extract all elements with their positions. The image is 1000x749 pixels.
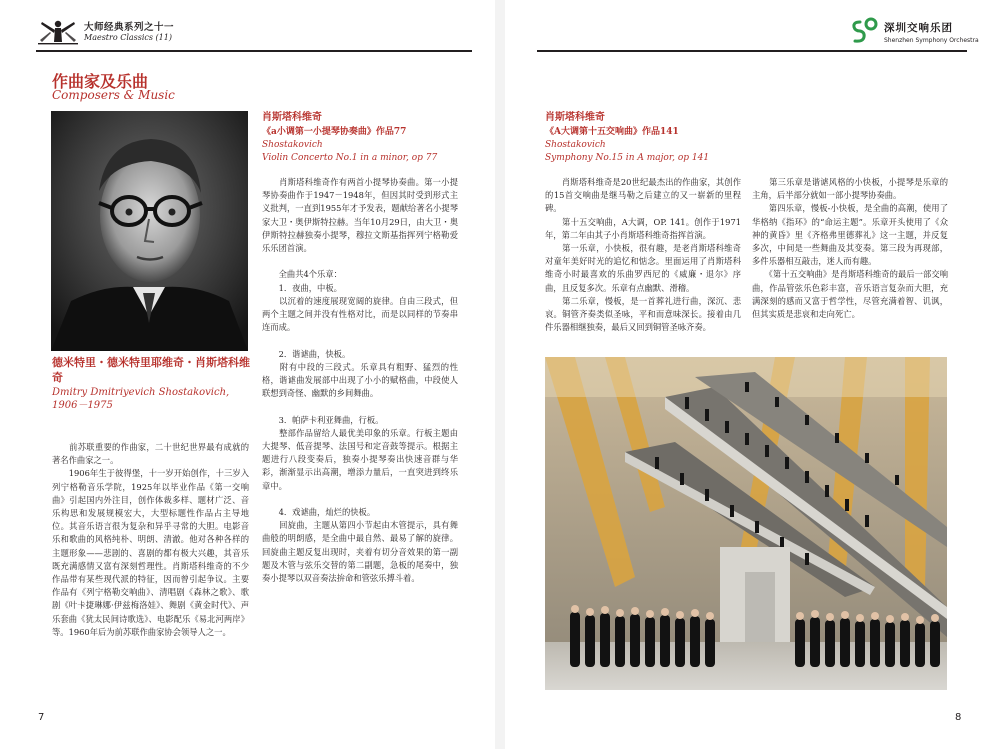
orchestra-name-en: Shenzhen Symphony Orchestra: [884, 37, 979, 44]
work2-description-col1: 肖斯塔科维奇是20世纪最杰出的作曲家，其创作的15首交响曲是继马勒之后建立的又一崭新的里程碑。 第十五交响曲，A大调，OP. 141。创作于1971年，第二年由其子小肖斯塔科维奇指挥首演。 第一乐章，小快板，很有趣，是老肖斯塔科维奇对童年美好时光的追忆和惦念。里面运用了肖斯塔科维奇小时最喜欢的乐曲罗西尼的《威廉・退尔》序曲，且反复多次。乐章有点幽默、滑稽。 第二乐章，慢板，是一首葬礼进行曲，深沉、悲哀。铜管齐奏类似圣咏，平和而意味深长。接着由几件乐器相继独奏，最后又回到铜管圣咏齐奏。: [545, 177, 741, 333]
work2-composer-en: Shostakovich: [545, 140, 606, 150]
page-number-right: 8: [955, 712, 962, 723]
orchestra-name-cn: 深圳交响乐团: [884, 22, 953, 34]
work2-title-en: Symphony No.15 in A major, op 141: [545, 153, 710, 163]
work1-title-en: Violin Concerto No.1 in a minor, op 77: [262, 153, 438, 163]
section-title-en: Composers & Music: [52, 88, 175, 102]
work1-composer-en: Shostakovich: [262, 140, 323, 150]
composer-name-cn: 德米特里・德米特里耶维奇・肖斯塔科维奇: [52, 356, 250, 384]
series-title-en: Maestro Classics (11): [84, 33, 172, 42]
work1-composer-cn: 肖斯塔科维奇: [262, 112, 322, 123]
work1-title-cn: 《a小调第一小提琴协奏曲》作品77: [262, 127, 407, 137]
section-title-cn: 作曲家及乐曲: [52, 72, 149, 91]
composer-biography: 前苏联重要的作曲家，二十世纪世界最有成就的著名作曲家之一。 1906年生于彼得堡，十一岁开始创作，十三岁入列宁格勒音乐学院，1925年以毕业作品《第一交响曲》引起国内外注目，创作体裁多样、题材广泛、音乐构思和发展规模宏大，大型标题性作品占主导地位。其音乐语言很为复杂和异乎寻常的大胆。电影音乐和歌曲的风格纯朴、明朗、清澈。他对各种各样的主题形象——悲剧的、喜剧的都有极大兴趣，其音乐既充满感情又富有深刻哲理性。肖斯塔科维奇的不少作品带有某些现代派的特征，因而曾引起争议。主要作品有《列宁格勒交响曲》、清唱剧《森林之歌》、歌剧《叶卡捷琳娜·伊兹梅洛娃》、舞剧《黄金时代》、声乐套曲《犹太民间诗歌选》、电影配乐《易北河两岸》等。1960年后为前苏联作曲家协会领导人之一。: [52, 442, 249, 637]
page-number-left: 7: [38, 712, 45, 723]
orchestra-group-photo: [545, 357, 947, 690]
work2-description-col2: 第三乐章是谐谑风格的小快板，小提琴是乐章的主角，后半部分就如一部小提琴协奏曲。 第四乐章，慢板-小快板，是全曲的高潮，使用了华格纳《指环》的“命运主题”。乐章开头使用了《众神的黄昏》里《齐格弗里德葬礼》这一主题，并反复多次，中间是一些舞曲及其变奏。第三段为再现部，多件乐器相互敲击，迷人而有趣。 《第十五交响曲》是肖斯塔科维奇的最后一部交响曲，作品管弦乐色彩丰富，音乐语言复杂而大胆，充满深刻的感而又富于哲学性，尽管充满着智、讥讽，但其实质是悲哀和走向死亡。: [752, 177, 948, 320]
orchestra-logo-icon: [850, 16, 878, 48]
series-title-cn: 大师经典系列之十一: [84, 22, 175, 33]
work1-description: 肖斯塔科维奇作有两首小提琴协奏曲。第一小提琴协奏曲作于1947－1948年，但因其时受到形式主义批判，一直到1955年才予发表，题献给著名小提琴家大卫・奥伊斯特拉赫。当年10月29日，由大卫・奥伊斯特拉赫独奏小提琴，穆拉文斯基指挥列宁格勒爱乐乐团首演。 全曲共4个乐章： 1．夜曲，中板。 以沉着的速度展现宽阔的旋律。自由三段式，但两个主题之间并没有性格对比，而是以同样的节奏串连而成。 2．谐谑曲，快板。 附有中段的三段式。乐章具有粗野、猛烈的性格，谐谑曲发展部中出现了小小的赋格曲，中段使人联想到奇怪、幽默的乡间舞曲。 3．帕萨卡利亚舞曲，行板。 整部作品留给人最优美印象的乐章。行板主题由大提琴、低音提琴、法国号和定音鼓等提示。根据主题进行八段变奏后，独奏小提琴奏出快速音群与华彩，渐渐显示出高潮，增添力量后，一直突进到终乐章中。 4．戏谑曲，灿烂的快板。 回旋曲，主题从第四小节起由木管提示，具有舞曲般的明朗感，是全曲中最自然、最易了解的旋律。回旋曲主题反复出现时，夹着有切分音效果的第一副题及木管与弦乐交替的第二副题，急板的尾奏中，独奏小提琴以双音奏法拚命和管弦乐搏斗着。: [262, 177, 458, 584]
composer-name-en: Dmitry Dmitriyevich Shostakovich, 1906－1975: [52, 387, 230, 411]
work2-composer-cn: 肖斯塔科维奇: [545, 112, 605, 123]
header-rule-right: [537, 50, 967, 52]
work2-title-cn: 《A大调第十五交响曲》作品141: [545, 127, 679, 137]
